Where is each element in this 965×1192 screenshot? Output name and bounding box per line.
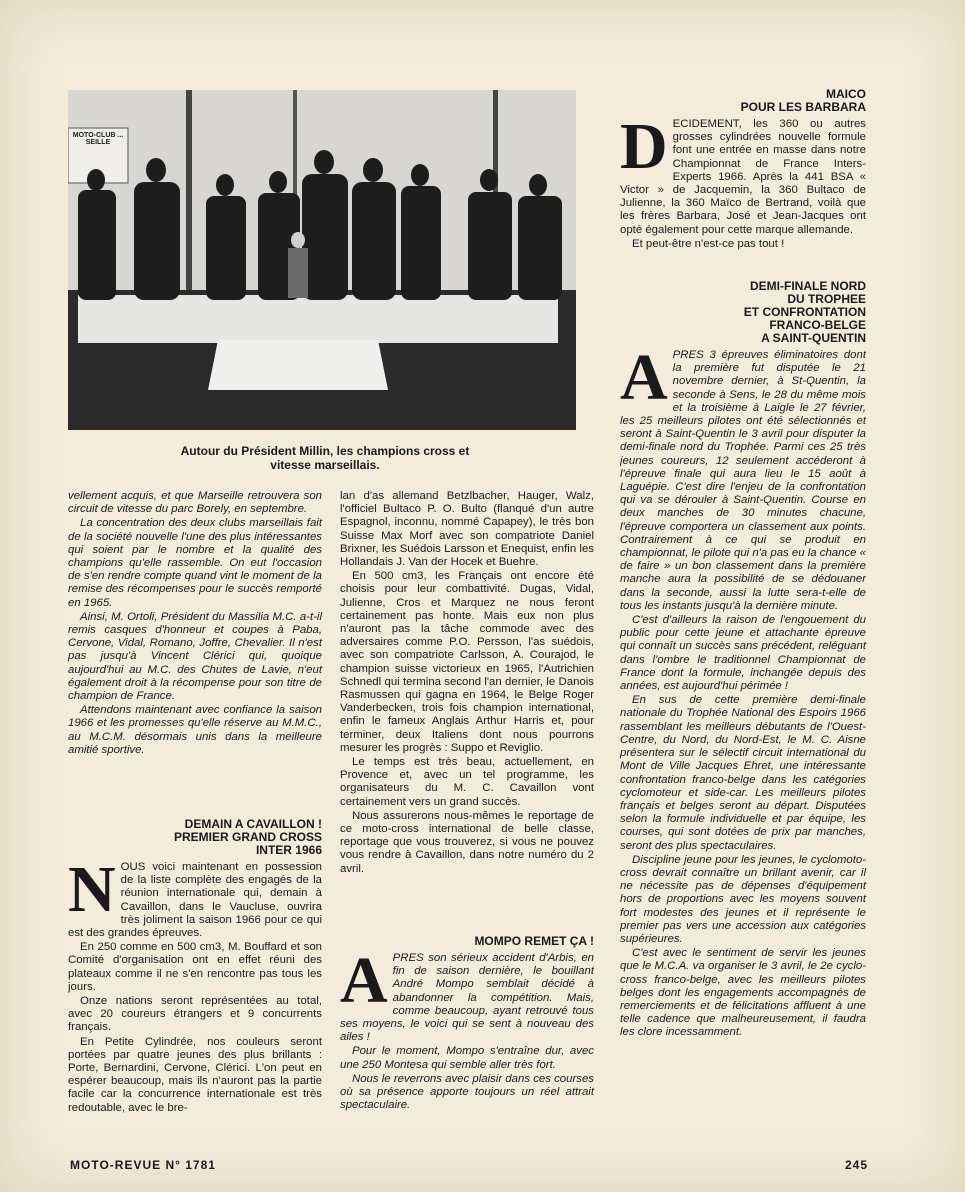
- heading-line: ET CONFRONTATION: [743, 305, 866, 319]
- heading-line: DEMI-FINALE NORD: [750, 279, 866, 293]
- team-photo: [68, 90, 576, 430]
- article-paragraph: Et peut-être n'est-ce pas tout !: [632, 237, 785, 250]
- left-column: [68, 490, 322, 758]
- article-paragraph: Attendons maintenant avec confiance la saison 1966 et les promesses qu'elle réserve au M.M.C., au M.C.M. désormais unis dans la meilleure amitié sportive.: [68, 704, 322, 756]
- article-paragraph: Nous le reverrons avec plaisir dans ces courses où sa présence apporte toujours un réel attrait spectaculaire.: [340, 1072, 594, 1112]
- article-paragraph: PRES 3 épreuves éliminatoires dont la première fut disputée le 21 novembre dernier, à St-Quentin, la seconde à Sens, le 28 du même mois et la troisième à Laigle le 27 février, les 25 meilleurs pilotes ont été sélectionnés et seront à Saint-Quentin le 3 avril pour disputer la demi-finale nord du Trophée. Parmi ces 25 très jeunes coureurs, 12 seulement accéderont à l'épreuve finale qui aura lieu le 15 août à Laguépie. C'est dire l'enjeu de la confrontation qui va se dérouler à Saint-Quentin. Course en deux manches de 30 minutes chacune, l'épreuve comportera un classement aux points. Contrairement à ce qui se produit en championnat, le pilote qui n'a pas eu la chance « de faire » un bon classement dans la première manche aura la possibilité de se dédouaner dans la seconde, aussi la lutte sera-t-elle de tous les instants jusqu'à la dernière minute.: [620, 349, 866, 612]
- article-paragraph: En 250 comme en 500 cm3, M. Bouffard et son Comité d'organisation ont en effet réuni des plateaux comme il ne s'en rencontre pas tous les jours.: [68, 941, 322, 993]
- article-paragraph: Onze nations seront représentées au total, avec 20 coureurs étrangers et 9 concurrents français.: [68, 995, 322, 1034]
- article-paragraph: C'est avec le sentiment de servir les jeunes que le M.C.A. va organiser le 3 avril, le 2e cyclo-cross franco-belge, avec les meilleurs pilotes belges dont les engagements accompagnés de remerciements et de félicitations affluent à une telle cadence que malheureusement, il faudra les clore incessamment.: [620, 947, 866, 1039]
- article-paragraph: Le temps est très beau, actuellement, en Provence et, avec un tel programme, les organisateurs du M. C. Cavaillon vont certainement vers un grand succès.: [340, 756, 594, 808]
- club-banner: MOTO-CLUB ... SEILLE: [72, 132, 124, 146]
- heading-line: INTER 1966: [255, 843, 322, 857]
- dropcap-block: [620, 118, 866, 238]
- page-number: 245: [845, 1158, 869, 1172]
- article-paragraph: OUS voici maintenant en possession de la liste complète des engagés de la réunion internationale qui, demain à Cavaillon, dans le Vaucluse, ouvrira très joliment la saison 1966 pour ce qui est des grandes épreuves.: [68, 861, 322, 940]
- heading-line: FRANCO-BELGE: [769, 318, 866, 332]
- saint-quentin-heading: [620, 280, 866, 345]
- article-paragraph: Ainsi, M. Ortoli, Président du Massilia M.C. a-t-il remis casques d'honneur et coupes à Paba, Cervone, Vidal, Romano, Joffre, Chevalier. Il n'est pas jusqu'à Vincent Clérici qui, quoique aujourd'hui au M.C. des Chutes de Lavie, n'eut également droit à la récompense pour son titre de champion de France.: [68, 610, 322, 703]
- maico-article: [620, 88, 866, 252]
- article-paragraph: C'est d'ailleurs la raison de l'engouement du public pour cette jeune et attachante épreuve qui connaît un succès sans précédent, reléguant dans l'ombre le traditionnel Championnat de France dont la formule, inchangée depuis des années, est aujourd'hui périmée !: [620, 614, 866, 693]
- middle-column: [340, 490, 594, 877]
- article-paragraph: Discipline jeune pour les jeunes, le cyclomoto-cross devrait connaître un brillant avenir, car il ne nécessite pas de dépenses d'équipement hors de proportions avec les moyens souvent fort modestes des jeunes et il représente le premier pas vers une accession aux catégories supérieures.: [620, 853, 866, 945]
- article-paragraph: En sus de cette première demi-finale nationale du Trophée National des Espoirs 1966 rassemblant les meilleurs débutants de l'Ouest-Centre, du Nord, du Nord-Est, le M. C. Aisne présentera sur le sélectif circuit international du Mont de Ville Jacques Ehret, une intéressante confrontation franco-belge dans les catégories cyclomoteur et side-car. Les meilleurs pilotes français et belges seront au départ. Disputées selon la formule individuelle et par équipe, les courses, qui sont dotées de prix par manches, seront des plus spectaculaires.: [620, 694, 866, 852]
- article-paragraph: En Petite Cylindrée, nos couleurs seront portées par quatre jeunes des plus brillants : Porte, Bernardini, Cervone, Clérici. L'on peut en espérer beaucoup, mais ils n'auront pas la partie facile car la concurrence internationale est très redoutable, avec le bre-: [68, 1035, 322, 1114]
- heading-line: A SAINT-QUENTIN: [761, 331, 866, 345]
- caption-line-1: Autour du Président Millin, les champions cross et: [180, 444, 470, 458]
- heading-line: DEMAIN A CAVAILLON !: [184, 817, 322, 831]
- article-paragraph: Nous assurerons nous-mêmes le reportage de ce moto-cross international de belle classe, reportage que vous trouverez, si vous ne pouvez vous rendre à Cavaillon, dans notre numéro du 2 avril.: [340, 809, 594, 875]
- dropcap-block: [68, 861, 322, 941]
- article-paragraph: En 500 cm3, les Français ont encore été choisis pour leur combattivité. Dugas, Vidal, Julienne, Cros et Marquez ne nous feront certainement pas honte. Mais eux non plus n'auront pas la tâche commode avec des adversaires comme P.O. Persson, l'as suédois, avec son compatriote Carlsson, A. Courajod, le champion suisse victorieux en 1965, l'Autrichien Schnedl qui termina second l'an dernier, le Danois Rasmussen qui gagna en 1964, le Belge Roger Vanderbecken, trois fois champion international, enfin le fameux Anglais Arthur Harris et, pour terminer, deux Italiens dont nous pourrons mesurer les progrès : Suppo et Reviglio.: [340, 570, 594, 754]
- heading-line: DU TROPHEE: [787, 292, 866, 306]
- mompo-article: [340, 935, 594, 1113]
- photo-scene: [68, 90, 576, 430]
- saint-quentin-article: [620, 280, 866, 1041]
- article-paragraph: Pour le moment, Mompo s'entraîne dur, avec une 250 Montesa qui semble aller très fort.: [340, 1045, 594, 1071]
- heading-line: POUR LES BARBARA: [740, 100, 866, 114]
- cavaillon-article: [68, 818, 322, 1116]
- heading-line: MAICO: [826, 87, 866, 101]
- mompo-heading: MOMPO REMET ÇA !: [474, 934, 594, 948]
- footer-publication: MOTO-REVUE N° 1781: [70, 1158, 216, 1172]
- dropcap-block: [340, 952, 594, 1045]
- article-paragraph: vellement acquis, et que Marseille retrouvera son circuit de vitesse du parc Borely, en septembre.: [68, 490, 322, 516]
- caption-line-2: vitesse marseillais.: [270, 458, 380, 472]
- maico-heading: [620, 88, 866, 114]
- drop-cap: A: [340, 952, 388, 1017]
- drop-cap: D: [620, 118, 668, 183]
- drop-cap: N: [68, 861, 116, 926]
- photo-caption: [110, 444, 540, 472]
- cavaillon-heading: [68, 818, 322, 857]
- article-paragraph: ECIDEMENT, les 360 ou autres grosses cylindrées nouvelle formule font une entrée en masse dans notre Championnat de France Inters-Experts 1966. Après la 441 BSA « Victor » de Jacquemin, la 360 Bultaco de Julienne, la 360 Maïco de Bertrand, voilà que les frères Barbara, José et Jean-Jacques ont opté également pour cette marque allemande.: [620, 118, 866, 236]
- heading-line: PREMIER GRAND CROSS: [173, 830, 322, 844]
- article-paragraph: PRES son sérieux accident d'Arbis, en fin de saison dernière, le bouillant André Mompo semblait décidé à abandonner la compétition. Mais, comme beaucoup, ayant retrouvé tous ses moyens, le voici qui se sent à nouveau des ailes !: [340, 952, 594, 1044]
- drop-cap: A: [620, 349, 668, 414]
- article-paragraph: lan d'as allemand Betzlbacher, Hauger, Walz, l'officiel Bultaco P. O. Bulto (flanqué d'un autre Espagnol, inconnu, nommé Capapey), le très bon Suisse Max Morf avec son compatriote Daniel Brixner, les Suédois Larsson et Enequist, enfin les Hollandais J. Van der Hocek et Buehre.: [340, 490, 594, 569]
- dropcap-block: [620, 349, 866, 614]
- article-paragraph: La concentration des deux clubs marseillais fait de la société nouvelle l'une des plus intéressantes qui soient par le nombre et la qualité des champions qu'elle rassemble. On eut l'occasion de s'en rendre compte quand vint le moment de la remise des récompenses pour le succès remporté en 1965.: [68, 517, 322, 609]
